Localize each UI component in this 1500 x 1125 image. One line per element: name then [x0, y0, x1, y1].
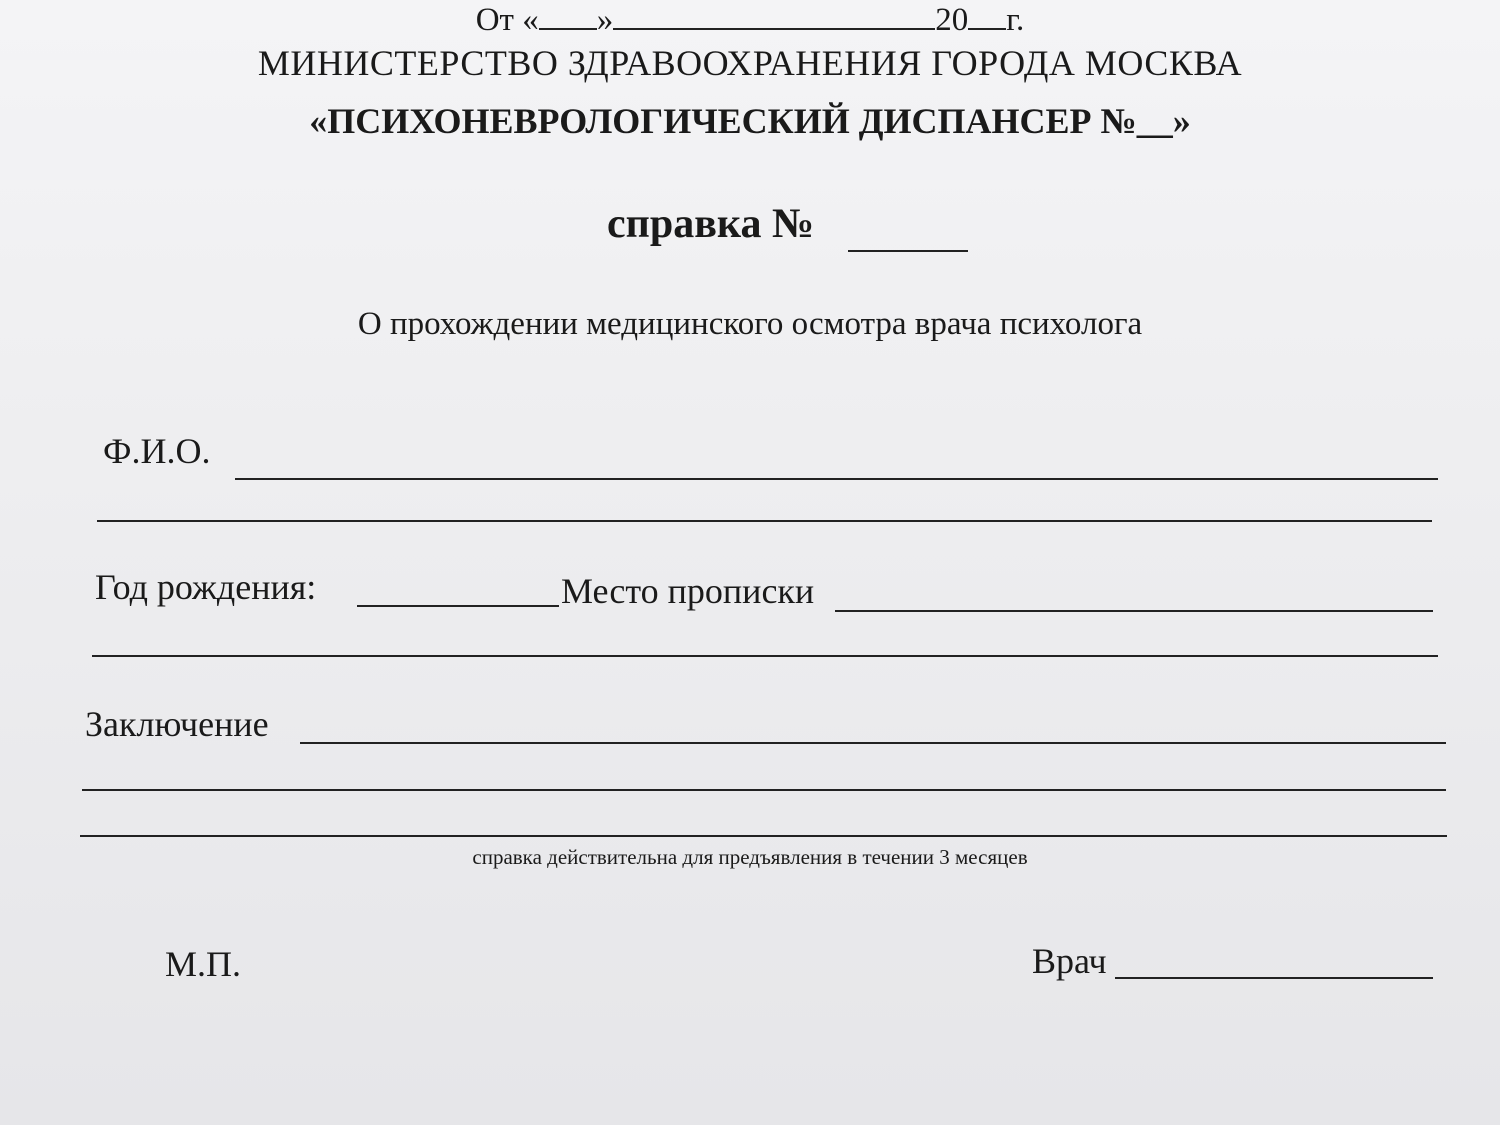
fio-label: Ф.И.О.: [103, 431, 211, 471]
doctor-signature-line[interactable]: [1115, 977, 1433, 979]
birth-year-line[interactable]: [357, 605, 559, 607]
fio-line-2[interactable]: [97, 520, 1432, 522]
institution-heading: «ПСИХОНЕВРОЛОГИЧЕСКИЙ ДИСПАНСЕР №__»: [309, 101, 1191, 141]
registration-line-2[interactable]: [92, 655, 1438, 657]
fio-line-1[interactable]: [235, 478, 1438, 480]
registration-label: Место прописки: [561, 571, 815, 611]
conclusion-label: Заключение: [85, 704, 269, 744]
document-subject: О прохождении медицинского осмотра врача психолога: [357, 306, 1143, 342]
conclusion-line-1[interactable]: [300, 742, 1446, 744]
conclusion-line-3[interactable]: [80, 835, 1447, 837]
conclusion-line-2[interactable]: [82, 789, 1446, 791]
certificate-number-line[interactable]: [848, 250, 968, 252]
date-suffix: г.: [1006, 2, 1025, 38]
stamp-label: М.П.: [165, 944, 242, 984]
date-day-line[interactable]: [539, 0, 597, 30]
date-month-line[interactable]: [613, 0, 935, 30]
validity-note: справка действительна для предъявления в течении 3 месяцев: [472, 845, 1028, 869]
date-mid: »: [596, 2, 614, 38]
document-title: справка №: [607, 201, 815, 247]
date-prefix: От «: [475, 2, 539, 38]
issue-date-row: [0, 0, 1500, 39]
registration-line-1[interactable]: [835, 610, 1433, 612]
date-year-prefix: 20: [935, 2, 969, 38]
doctor-label: Врач: [1032, 941, 1107, 981]
birth-year-label: Год рождения:: [95, 567, 317, 607]
date-year-line[interactable]: [968, 0, 1006, 30]
ministry-heading: МИНИСТЕРСТВО ЗДРАВООХРАНЕНИЯ ГОРОДА МОСКВА: [257, 43, 1243, 83]
